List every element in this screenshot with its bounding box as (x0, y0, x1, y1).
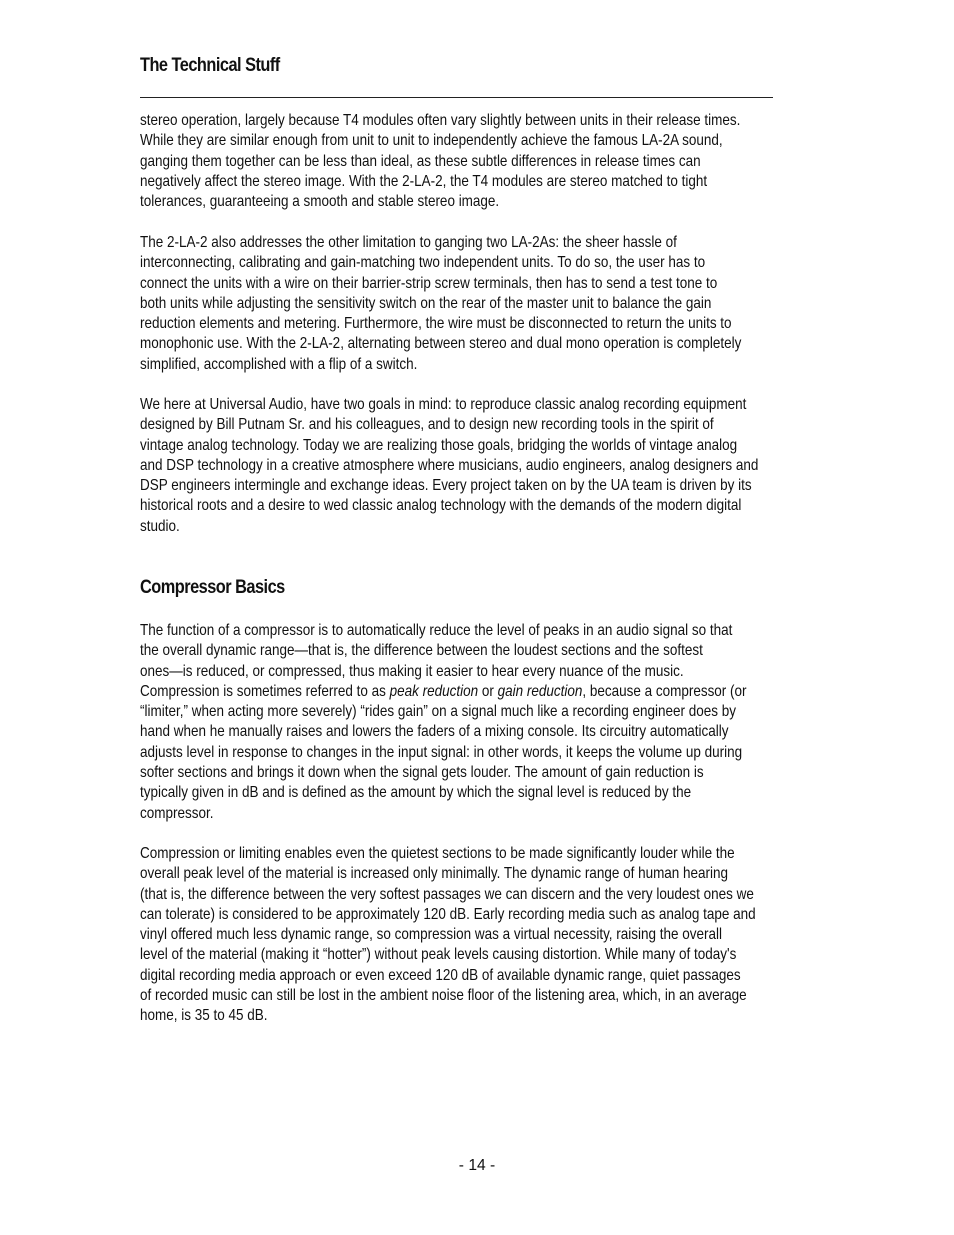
paragraph-line: negatively affect the stereo image. With the 2-LA-2, the T4 modules are stereo matched to tight (140, 172, 708, 190)
paragraph-line: tolerances, guaranteeing a smooth and stable stereo image. (140, 193, 500, 211)
paragraph-line: Compression or limiting enables even the quietest sections to be made significantly louder while the (140, 845, 735, 862)
emphasis-peak-reduction: peak reduction (389, 682, 479, 700)
paragraph-line: hand when he manually raises and lowers the faders of a mixing console. Its circuitry automatically (140, 723, 729, 741)
paragraph-line: can tolerate) is considered to be approximately 120 dB. Early recording media such as analog tape and (140, 905, 756, 923)
paragraph-line: digital recording media approach or even exceed 120 dB of available dynamic range, quiet passages (140, 966, 741, 984)
paragraph-line: historical roots and a desire to wed classic analog technology with the demands of the modern digital (140, 497, 742, 515)
emphasis-gain-reduction: gain reduction (497, 682, 583, 700)
paragraph-line: While they are similar enough from unit to unit to independently achieve the famous LA-2A sound, (140, 132, 723, 150)
paragraph-dynamic-range (140, 844, 815, 1027)
paragraph-line: typically given in dB and is defined as the amount by which the signal level is reduced by the (140, 784, 692, 802)
paragraph-line: reduction elements and metering. Furthermore, the wire must be disconnected to return the units to (140, 315, 732, 333)
paragraph-line: The function of a compressor is to automatically reduce the level of peaks in an audio signal so that (140, 622, 733, 639)
paragraph-line: (that is, the difference between the very softest passages we can discern and the very loudest ones we (140, 885, 754, 903)
page-header-title: The Technical Stuff (140, 55, 280, 76)
paragraph-line: stereo operation, largely because T4 modules often vary slightly between units in their release times. (140, 112, 741, 129)
page-number: - 14 - (458, 1157, 496, 1174)
paragraph-compressor-function (140, 621, 815, 824)
paragraph-line: compressor. (140, 804, 214, 822)
paragraph-line: overall peak level of the material is increased only minimally. The dynamic range of human hearing (140, 865, 729, 883)
paragraph-ganging-limitation (140, 233, 815, 375)
paragraph-line: studio. (140, 517, 180, 535)
paragraph-line: DSP engineers intermingle and exchange ideas. Every project taken on by the UA team is driven by its (140, 477, 752, 495)
text-run: , because a compressor (or (582, 682, 747, 700)
paragraph-line: vintage analog technology. Today we are realizing those goals, bridging the worlds of vintage analog (140, 436, 738, 454)
paragraph-line: home, is 35 to 45 dB. (140, 1007, 268, 1025)
paragraph-line: level of the material (making it “hotter”) without peak levels causing distortion. While many of today's (140, 946, 737, 964)
paragraph-line: connect the units with a wire on their barrier-strip screw terminals, then has to send a test tone to (140, 274, 718, 292)
paragraph-line: ones—is reduced, or compressed, thus making it easier to hear every nuance of the music. (140, 662, 684, 680)
header-rule (140, 97, 773, 98)
text-run: or (478, 682, 498, 700)
paragraph-line: interconnecting, calibrating and gain-matching two independent units. To do so, the user has to (140, 254, 706, 272)
paragraph-line: of recorded music can still be lost in the ambient noise floor of the listening area, which, in an average (140, 987, 747, 1005)
paragraph-line: The 2-LA-2 also addresses the other limitation to ganging two LA-2As: the sheer hassle of (140, 234, 677, 251)
paragraph-line: the overall dynamic range—that is, the difference between the loudest sections and the softest (140, 642, 703, 660)
paragraph-line: “limiter,” when acting more severely) “rides gain” on a signal much like a recording engineer does by (140, 703, 737, 721)
paragraph-line: ganging them together can be less than ideal, as these subtle differences in release times can (140, 152, 701, 170)
paragraph-stereo-matching (140, 111, 815, 212)
paragraph-line: vinyl offered much less dynamic range, so compression was a virtual necessity, raising the overall (140, 926, 723, 944)
paragraph-line: monophonic use. With the 2-LA-2, alternating between stereo and dual mono operation is completely (140, 335, 742, 353)
paragraph-line: both units while adjusting the sensitivity switch on the rear of the master unit to balance the gain (140, 294, 712, 312)
section-heading-compressor-basics: Compressor Basics (140, 577, 285, 598)
paragraph-line: We here at Universal Audio, have two goals in mind: to reproduce classic analog recording equipment (140, 396, 747, 413)
paragraph-line: adjusts level in response to changes in the input signal: in other words, it keeps the volume up during (140, 743, 743, 761)
paragraph-line (140, 682, 815, 702)
paragraph-line: and DSP technology in a creative atmosphere where musicians, audio engineers, analog designers and (140, 456, 759, 474)
text-run: Compression is sometimes referred to as (140, 682, 390, 700)
paragraph-line: designed by Bill Putnam Sr. and his colleagues, and to design new recording tools in the spirit of (140, 416, 714, 434)
paragraph-line: softer sections and brings it down when the signal gets louder. The amount of gain reduction is (140, 764, 704, 782)
paragraph-ua-goals (140, 395, 815, 537)
paragraph-line: simplified, accomplished with a flip of a switch. (140, 355, 418, 373)
